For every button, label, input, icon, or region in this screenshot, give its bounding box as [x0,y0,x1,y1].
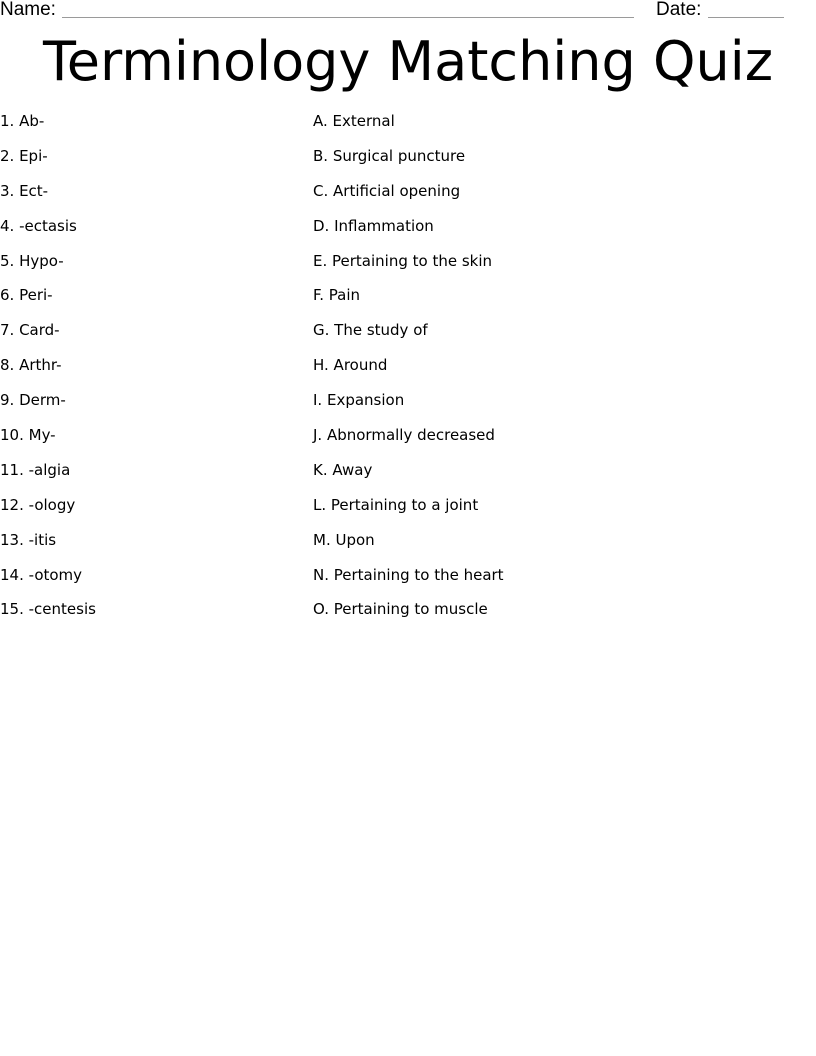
term-item: 10. My- [0,426,56,445]
term-item: 3. Ect- [0,181,49,200]
term-item: 11. -algia [0,460,71,479]
definition-item: K. Away [313,460,373,479]
term-item: 14. -otomy [0,565,83,584]
term-item: 15. -centesis [0,600,96,619]
term-item: 6. Peri- [0,286,53,305]
definition-item: I. Expansion [313,391,405,410]
definition-item: L. Pertaining to a joint [313,495,479,514]
term-item: 9. Derm- [0,391,66,410]
definition-item: E. Pertaining to the skin [313,251,493,270]
page-title: Terminology Matching Quiz [42,30,774,93]
definition-item: B. Surgical puncture [313,146,466,165]
definition-item: H. Around [313,356,388,375]
terms-column [0,110,96,633]
term-item: 4. -ectasis [0,216,77,235]
definition-item: N. Pertaining to the heart [313,565,504,584]
definition-item: M. Upon [313,530,375,549]
definitions-column [313,110,504,633]
definition-item: G. The study of [313,321,428,340]
term-item: 2. Epi- [0,146,48,165]
term-item: 12. -ology [0,495,76,514]
definition-item: A. External [313,112,395,130]
definition-item: J. Abnormally decreased [313,426,495,445]
term-item: 1. Ab- [0,112,45,130]
definition-item: C. Artificial opening [313,181,461,200]
definition-item: O. Pertaining to muscle [313,600,488,619]
term-item: 7. Card- [0,321,60,340]
date-label: Date: [656,0,702,20]
term-item: 13. -itis [0,530,57,549]
name-blank-line [62,17,634,18]
term-item: 5. Hypo- [0,251,64,270]
term-item: 8. Arthr- [0,356,62,375]
definition-item: D. Inflammation [313,216,434,235]
definition-item: F. Pain [313,286,360,305]
name-label: Name: [0,0,56,20]
date-blank-line [708,17,784,18]
header [0,0,816,24]
